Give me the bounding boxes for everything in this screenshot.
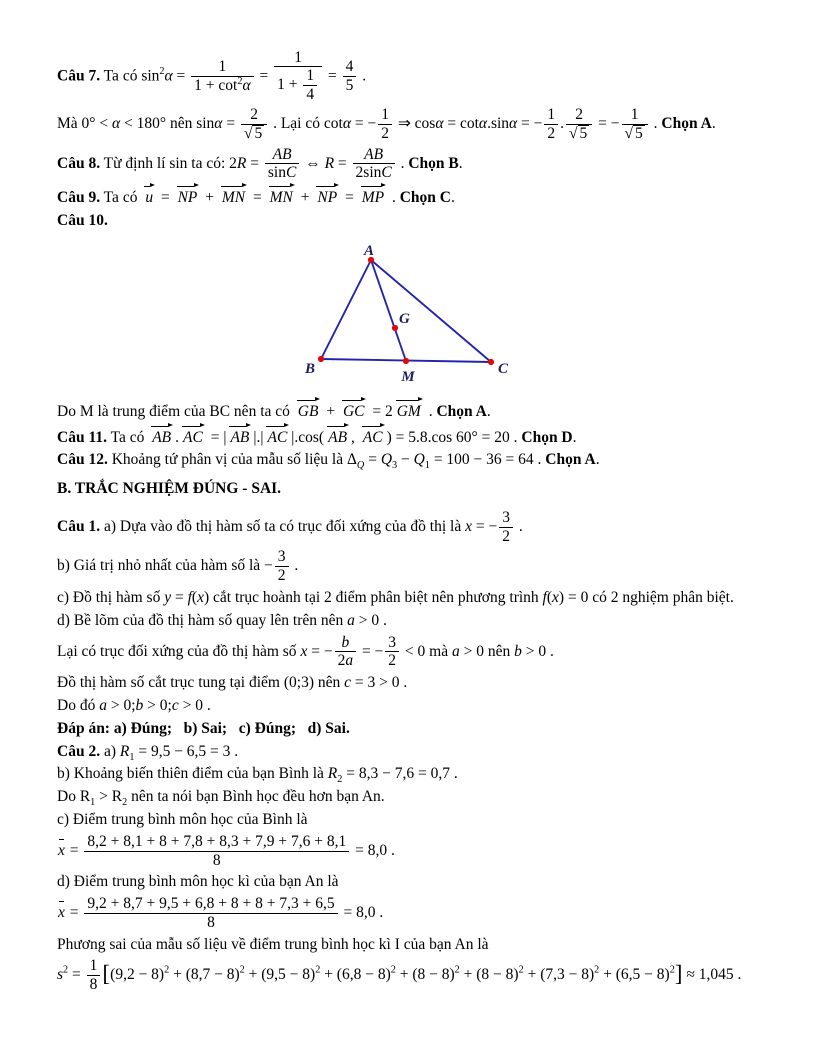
line-c2-variance-intro: Phương sai của mẫu số liệu về điểm trung bình học kì I của bạn An là: [57, 935, 489, 953]
vector-u: u: [143, 185, 155, 208]
line-c2d-mean: x = $\frac{9,2 + 8,7 + 9,5 + 6,8 + 8 + 8 + 7,3 + 6,5}{8}$ = 8,0 .: [58, 895, 384, 932]
vector-AC: AC: [265, 425, 289, 448]
vector-AC: AC: [181, 425, 205, 448]
vector-NP: NP: [176, 185, 200, 208]
vector-GM: GM: [395, 399, 423, 422]
line-c1b: b) Giá trị nhỏ nhất của hàm số là − $\frac{3}{2}$ .: [57, 548, 299, 585]
vector-MN: MN: [268, 185, 295, 208]
mean-bar-x: x: [57, 838, 66, 861]
vector-AB: AB: [326, 425, 349, 448]
label-M: M: [401, 369, 415, 386]
vector-AB: AB: [150, 425, 173, 448]
label-C: C: [498, 361, 509, 378]
vector-NP: NP: [315, 185, 339, 208]
triangle-diagram: [289, 235, 764, 396]
mean-bar-x: x: [57, 900, 66, 923]
line-c2-compare: Do $R_1 > R_2$ nên ta nói bạn Bình học đều hơn bạn An.: [57, 788, 385, 809]
line-c2c-mean: x = $\frac{8,2 + 8,1 + 8 + 7,8 + 8,3 + 7,9 + 7,6 + 8,1}{8}$ = 8,0 .: [58, 833, 395, 870]
line-cau7: Câu 7. Ta có $\sin^2\alpha$ = $\frac{1}{1 + \cot^2\alpha}$ = 1 1 + $\frac{1}{4}$ = $\frac{4}{5}$ .: [57, 48, 367, 104]
point-B: [318, 356, 324, 362]
point-G: [392, 325, 398, 331]
label-G: G: [399, 311, 410, 328]
line-c1d: d) Bề lõm của đồ thị hàm số quay lên trên nên a > 0 .: [57, 611, 387, 629]
line-cau11: Câu 11. Ta có AB . AC = | AB |.| AC |.cos( AB , AC ) = 5.8.cos 60° = 20 . Chọn D.: [57, 425, 764, 448]
line-c1c: c) Đồ thị hàm số y = f(x) cắt trục hoành tại 2 điểm phân biệt nên phương trình f(x) = 0 có 2 nghiệm phân biệt.: [57, 588, 734, 606]
line-c1-answer: Đáp án: a) Đúng; b) Sai; c) Đúng; d) Sai.: [57, 719, 350, 737]
line-c2-variance: $s^2$ = $\frac{1}{8}$ $[(9,2 - 8)^2 + (8,7 - 8)^2 + (9,5 - 8)^2 + (6,8 - 8)^2 + (8 - 8)^2 + (8 - 8)^2 + (7,3 - 8)^2 + (6,5 - 8)^2] \approx 1,045$ .: [57, 957, 742, 994]
vector-GB: GB: [296, 399, 321, 422]
line-cau8: Câu 8. Từ định lí sin ta có: 2R = $\frac{AB}{\sin C}$ ⇔ R = $\frac{AB}{2\sin C}$ . Chọn B.: [57, 145, 463, 182]
line-c2b: b) Khoảng biến thiên điểm của bạn Bình là $R_2 = 8,3 - 7,6 = 0,7$ .: [57, 765, 458, 786]
edge-BA: [321, 260, 371, 359]
label-A: A: [363, 243, 375, 260]
line-cau10-note: Do M là trung điểm của BC nên ta có GB + GC = 2 GM . Chọn A.: [57, 399, 764, 422]
vector-AC: AC: [361, 425, 385, 448]
line-section-b: B. TRẮC NGHIỆM ĐÚNG - SAI.: [57, 479, 282, 497]
line-c2a: Câu 2. a) $R_1 = 9,5 - 6,5 = 3$ .: [57, 742, 239, 763]
triangle-ABC-figure: [289, 235, 519, 390]
line-c2d: d) Điểm trung bình môn học kì của bạn An là: [57, 873, 339, 891]
point-C: [488, 359, 494, 365]
vector-MP: MP: [360, 185, 386, 208]
document-lines: [57, 49, 764, 995]
line-c1a: Câu 1. a) Dựa vào đồ thị hàm số ta có trục đối xứng của đồ thị là x = − $\frac{3}{2}$ .: [57, 509, 523, 546]
label-B: B: [304, 361, 315, 378]
line-c1-intercept: Đồ thị hàm số cắt trục tung tại điểm (0;3) nên c = 3 > 0 .: [57, 673, 408, 691]
point-M: [403, 358, 409, 364]
vector-AB: AB: [228, 425, 251, 448]
radical-sign: √: [624, 125, 634, 143]
radical-sign: √: [243, 125, 253, 143]
radical-sign: √: [569, 125, 578, 143]
line-c1-axis: Lại có trục đối xứng của đồ thị hàm số x = − $\frac{b}{2a}$ = − $\frac{3}{2}$ < 0 mà a > 0 nên b > 0 .: [57, 633, 554, 670]
vector-MN: MN: [220, 185, 247, 208]
line-cau7b: Mà 0° < α < 180° nên sinα = 2 √ 5 . Lại có cotα = − $\frac{1}{2}$ ⇒ cosα = cotα.sinα = − $\frac{1}{2}$ . 2 √ 5 = − 1 √ 5 . Chọn A.: [57, 106, 716, 143]
line-cau9: Câu 9. Ta có u = NP + MN = MN + NP = MP . Chọn C.: [57, 185, 764, 208]
line-cau10: Câu 10.: [57, 211, 108, 229]
line-c2c: c) Điểm trung bình môn học của Bình là: [57, 811, 308, 829]
line-c1-conclusion: Do đó a > 0;b > 0;c > 0 .: [57, 696, 211, 714]
vector-GC: GC: [341, 399, 367, 422]
line-cau12: Câu 12. Khoảng tứ phân vị của mẫu số liệu là $\Delta_Q = Q_3 - Q_1 = 100 - 36 = 64$ . Chọn A.: [57, 451, 600, 472]
